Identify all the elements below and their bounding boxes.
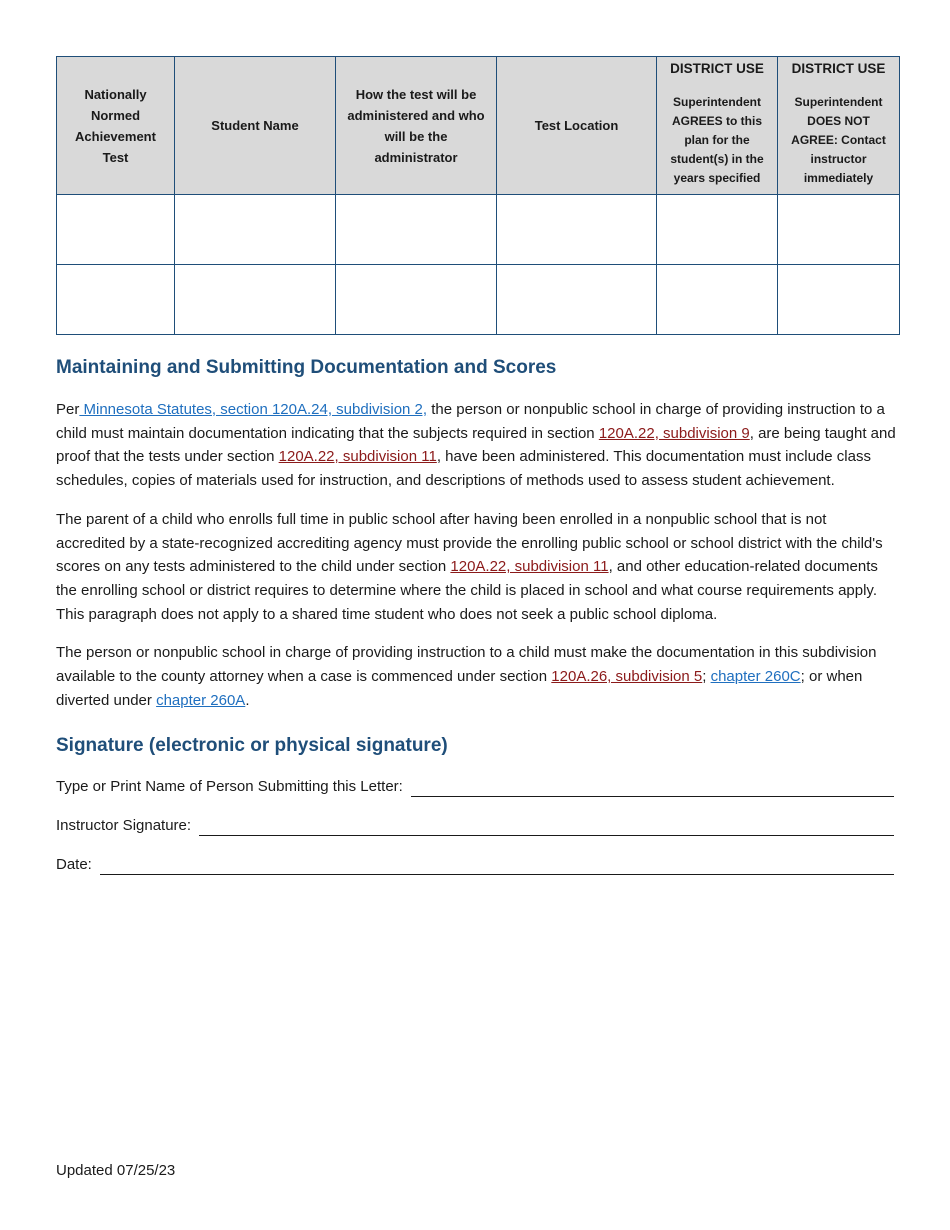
updated-footer: Updated 07/25/23 (56, 1162, 176, 1179)
link-chapter-260a[interactable]: chapter 260A (156, 691, 246, 709)
header-student-name: Student Name (175, 57, 336, 195)
table-cell[interactable] (336, 195, 497, 265)
district-use-disagrees-text: Superintendent DOES NOT AGREE: Contact instructor immediately (791, 95, 886, 185)
district-use-agrees-text: Superintendent AGREES to this plan for the student(s) in the years specified (670, 95, 764, 185)
table-cell[interactable] (175, 195, 336, 265)
table-cell[interactable] (175, 265, 336, 335)
submitter-name-line[interactable] (411, 780, 894, 797)
paragraph-text: ; or when diverted under (56, 668, 863, 709)
link-120a24-subd2[interactable]: Minnesota Statutes, section 120A.24, subdivision 2, (79, 401, 428, 418)
paragraph-text: , and other education-related documents the enrolling school or district requires to determine where the child is placed in school and what course requirements apply. This paragraph does not apply to a shared time student who does not seek a public school diploma. (56, 558, 878, 623)
table-cell[interactable] (657, 265, 778, 335)
paragraph-text: The parent of a child who enrolls full time in public school after having been enrolled in a nonpublic school that is not accredited by a state-recognized accrediting agency must provide the enrolling public school or school district with the child's scores on any tests administered to the child under section (56, 510, 883, 576)
table-cell[interactable] (778, 195, 900, 265)
table-row (57, 195, 900, 265)
paragraph-county-attorney (56, 641, 899, 712)
signature-heading: Signature (electronic or physical signature) (56, 735, 448, 757)
header-administration: How the test will be administered and who will be the administrator (336, 57, 497, 195)
table-cell[interactable] (57, 195, 175, 265)
paragraph-text: Per (56, 401, 80, 418)
header-test: Nationally Normed Achievement Test (57, 57, 175, 195)
district-use-title: DISTRICT USE (670, 61, 764, 76)
district-use-title: DISTRICT USE (791, 61, 886, 76)
header-test-location: Test Location (497, 57, 657, 195)
table-cell[interactable] (657, 195, 778, 265)
maintaining-heading: Maintaining and Submitting Documentation and Scores (56, 357, 557, 378)
instructor-signature-label: Instructor Signature: (56, 817, 192, 835)
paragraph-text: , have been administered. This documentation must include class schedules, copies of materials used for instruction, and descriptions of methods used to assess student achievement. (56, 448, 871, 490)
submitter-name-field (56, 777, 899, 797)
date-line[interactable] (100, 858, 894, 875)
table-cell[interactable] (497, 265, 657, 335)
table-row (57, 265, 900, 335)
link-120a22-subd11[interactable]: 120A.22, subdivision 11 (450, 558, 609, 576)
link-chapter-260c[interactable]: chapter 260C (710, 668, 801, 686)
table-cell[interactable] (497, 195, 657, 265)
link-120a22-subd9[interactable]: 120A.22, subdivision 9 (598, 424, 750, 442)
paragraph-text: ; (702, 668, 711, 686)
date-field (56, 855, 899, 875)
table-header-row (57, 57, 900, 195)
instructor-signature-line[interactable] (199, 819, 894, 836)
paragraph-documentation (56, 398, 899, 493)
date-label: Date: (56, 856, 92, 874)
testing-plan-table (56, 56, 900, 335)
paragraph-text: The person or nonpublic school in charge of providing instruction to a child must make the documentation in this subdivision available to the county attorney when a case is commenced under section (56, 644, 877, 686)
paragraph-text: . (245, 691, 250, 709)
table-cell[interactable] (336, 265, 497, 335)
table-cell[interactable] (57, 265, 175, 335)
instructor-signature-field (56, 816, 899, 836)
paragraph-text: the person or nonpublic school in charge of providing instruction to a child must maintain documentation indicating that the subjects required in section (56, 401, 885, 442)
link-120a22-subd11[interactable]: 120A.22, subdivision 11 (278, 448, 437, 466)
link-120a26-subd5[interactable]: 120A.26, subdivision 5 (551, 668, 703, 686)
header-district-use-agrees (657, 57, 778, 195)
document-page (56, 56, 899, 875)
header-district-use-disagrees (778, 57, 900, 195)
submitter-name-label: Type or Print Name of Person Submitting this Letter: (56, 778, 403, 796)
paragraph-enrollment (56, 508, 899, 627)
table-cell[interactable] (778, 265, 900, 335)
paragraph-text: , are being taught and proof that the tests under section (56, 424, 896, 466)
